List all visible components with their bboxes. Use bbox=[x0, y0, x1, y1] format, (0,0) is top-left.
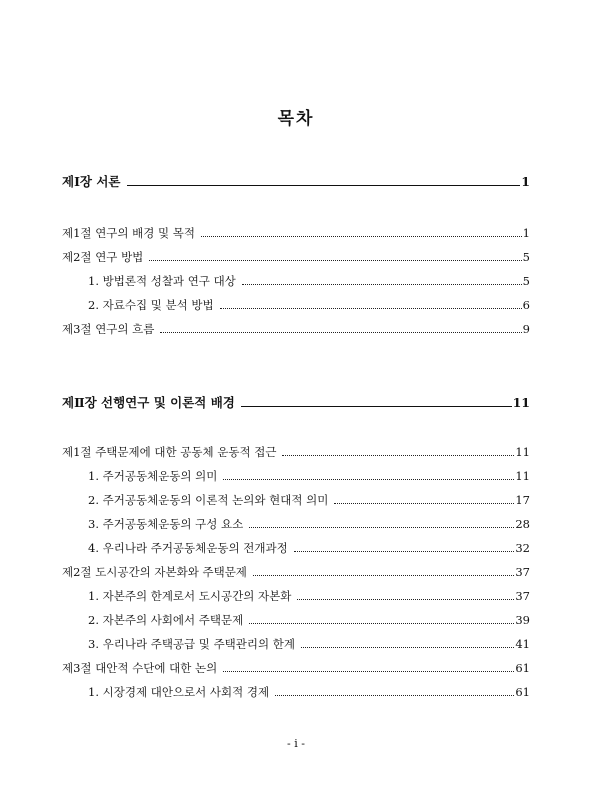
toc-leader-dots bbox=[301, 647, 514, 648]
toc-leader-line bbox=[241, 406, 512, 407]
toc-entry bbox=[62, 225, 530, 241]
toc-subentry bbox=[88, 516, 530, 532]
toc-leader-dots bbox=[242, 284, 522, 285]
toc-page-number: 28 bbox=[515, 517, 530, 531]
toc-page-number: 1 bbox=[521, 174, 530, 189]
toc-page-number: 11 bbox=[512, 395, 530, 410]
toc-entry-label: 제1절 주택문제에 대한 공동체 운동적 접근 bbox=[62, 445, 277, 459]
toc-entry-label: 2. 주거공동체운동의 이론적 논의와 현대적 의미 bbox=[88, 493, 329, 507]
toc-leader-dots bbox=[249, 527, 514, 528]
toc-entry-label: 제2절 도시공간의 자본화와 주택문제 bbox=[62, 565, 247, 579]
toc-leader-dots bbox=[201, 236, 522, 237]
toc-page-number: 17 bbox=[515, 493, 530, 507]
toc-page-number: 61 bbox=[515, 661, 530, 675]
toc-leader-dots bbox=[220, 308, 522, 309]
toc-entry bbox=[62, 249, 530, 265]
toc-subentry bbox=[88, 612, 530, 628]
toc-chapter-1 bbox=[62, 174, 530, 190]
toc-chapter-label: 제Ⅱ장 선행연구 및 이론적 배경 bbox=[62, 395, 235, 410]
toc-entry-label: 제2절 연구 방법 bbox=[62, 250, 144, 264]
toc-page-number: 32 bbox=[515, 541, 530, 555]
toc-entry-label: 4. 우리나라 주거공동체운동의 전개과정 bbox=[88, 541, 288, 555]
toc-page-number: 5 bbox=[522, 274, 530, 288]
toc-entry bbox=[62, 660, 530, 676]
toc-entry-label: 1. 자본주의 한계로서 도시공간의 자본화 bbox=[88, 589, 292, 603]
toc-leader-dots bbox=[294, 551, 515, 552]
toc-leader-dots bbox=[282, 455, 514, 456]
toc-chapter-2 bbox=[62, 395, 530, 411]
toc-page-number: 61 bbox=[515, 685, 530, 699]
toc-subentry bbox=[88, 492, 530, 508]
toc-page-number: 41 bbox=[515, 637, 530, 651]
toc-entry-label: 1. 방법론적 성찰과 연구 대상 bbox=[88, 274, 236, 288]
toc-page-number: 1 bbox=[522, 226, 530, 240]
toc-page-number: 11 bbox=[515, 469, 530, 483]
toc-leader-dots bbox=[223, 671, 514, 672]
toc-subentry bbox=[88, 297, 530, 313]
toc-entry-label: 1. 시장경제 대안으로서 사회적 경제 bbox=[88, 685, 270, 699]
toc-entry bbox=[62, 321, 530, 337]
toc-entry-label: 제1절 연구의 배경 및 목적 bbox=[62, 226, 196, 240]
toc-subentry bbox=[88, 468, 530, 484]
toc-leader-line bbox=[127, 185, 521, 186]
toc-entry-label: 3. 우리나라 주택공급 및 주택관리의 한계 bbox=[88, 637, 295, 651]
page-footer-number: - i - bbox=[287, 737, 305, 750]
toc-title: 목차 bbox=[277, 109, 315, 129]
toc-entry-label: 3. 주거공동체운동의 구성 요소 bbox=[88, 517, 244, 531]
toc-entry-label: 제3절 대안적 수단에 대한 논의 bbox=[62, 661, 218, 675]
toc-entry-label: 1. 주거공동체운동의 의미 bbox=[88, 469, 218, 483]
toc-leader-dots bbox=[297, 599, 514, 600]
toc-page-number: 9 bbox=[522, 322, 530, 336]
toc-page-number: 39 bbox=[515, 613, 530, 627]
toc-entry bbox=[62, 564, 530, 580]
toc-subentry bbox=[88, 684, 530, 700]
toc-subentry bbox=[88, 588, 530, 604]
toc-entry bbox=[62, 444, 530, 460]
toc-page-number: 37 bbox=[515, 589, 530, 603]
toc-leader-dots bbox=[249, 623, 514, 624]
toc-page-number: 5 bbox=[522, 250, 530, 264]
toc-entry-label: 2. 자료수집 및 분석 방법 bbox=[88, 298, 214, 312]
toc-chapter-label: 제Ⅰ장 서론 bbox=[62, 174, 121, 189]
toc-subentry bbox=[88, 540, 530, 556]
toc-entry-label: 제3절 연구의 흐름 bbox=[62, 322, 155, 336]
toc-subentry bbox=[88, 273, 530, 289]
toc-leader-dots bbox=[149, 260, 521, 261]
toc-leader-dots bbox=[160, 332, 521, 333]
toc-leader-dots bbox=[253, 575, 514, 576]
toc-page-number: 6 bbox=[522, 298, 530, 312]
toc-entry-label: 2. 자본주의 사회에서 주택문제 bbox=[88, 613, 244, 627]
toc-subentry bbox=[88, 636, 530, 652]
toc-leader-dots bbox=[334, 503, 514, 504]
toc-page-number: 37 bbox=[515, 565, 530, 579]
toc-leader-dots bbox=[223, 479, 514, 480]
toc-leader-dots bbox=[275, 695, 514, 696]
toc-page-number: 11 bbox=[515, 445, 530, 459]
